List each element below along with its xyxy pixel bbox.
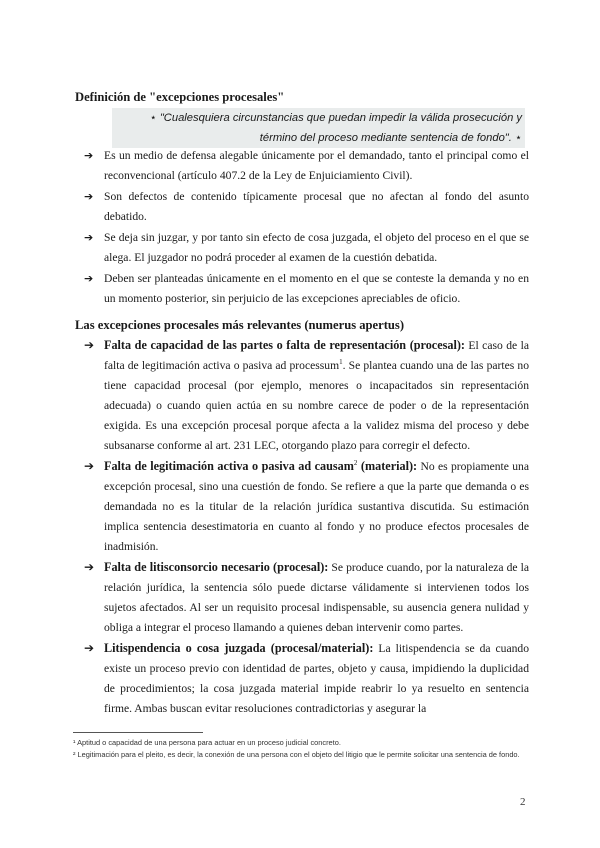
footnote-1: ¹ Aptitud o capacidad de una persona para actuar en un proceso judicial concreto.	[73, 738, 341, 747]
arrow-icon: ➔	[84, 641, 95, 655]
definition-quote: ⋆ "Cualesquiera circunstancias que puedan impedir la válida prosecución y término del proceso mediante sentencia de fondo". ⋆	[112, 108, 525, 148]
arrow-icon: ➔	[84, 149, 94, 162]
footnote-2: ² Legitimación para el pleito, es decir, la conexión de una persona con el objeto del litigio que le permite solicitar una sentencia de fondo.	[73, 750, 520, 759]
footnote-divider	[73, 732, 203, 733]
item-title: Falta de capacidad de las partes o falta de representación (procesal):	[104, 338, 465, 352]
section-heading-relevant-exceptions: Las excepciones procesales más relevantes (numerus apertus)	[75, 318, 405, 332]
footnote-ref[interactable]: 2	[353, 459, 358, 468]
list-item: ➔ Falta de legitimación activa o pasiva ad causam$^2$ (material): No es propiamente una excepción procesal, sino una cuestión de fondo. Se refiere a que la parte que demanda o es demandada no es la titular de la relación jurídica sustantiva discutida. Su estimación implica sentencia desestimatoria en cuanto al fondo y no produce efectos procesales de inadmisión.	[84, 456, 529, 557]
list-item: ➔ Litispendencia o cosa juzgada (procesal/material): La litispendencia se da cuando existe un proceso previo con identidad de partes, objeto y causa, impidiendo la duplicidad de procedimientos; la cosa juzgada material impide reabrir lo ya resuelto en sentencia firme. Ambas buscan evitar resoluciones contradictorias y asegurar la	[84, 638, 529, 719]
arrow-icon: ➔	[84, 190, 94, 203]
list-item: ➔ Es un medio de defensa alegable únicamente por el demandado, tanto el principal como el reconvencional (artículo 407.2 de la Ley de Enjuiciamiento Civil).	[84, 146, 529, 186]
arrow-icon: ➔	[84, 272, 94, 285]
item-title: Falta de litisconsorcio necesario (procesal):	[104, 560, 329, 574]
item-title: Falta de legitimación activa o pasiva ad causam	[104, 459, 354, 473]
definition-bullet-list	[84, 146, 529, 310]
list-item: ➔ Falta de capacidad de las partes o falta de representación (procesal): El caso de la falta de legitimación activa o pasiva ad processum$^1$. Se plantea cuando una de las partes no tiene capacidad procesal (por ejemplo, menores o incapacitados sin representación adecuada) o cuando quien actúa en su nombre carece de poder o de la representación exigida. Es una excepción procesal porque afecta a la validez misma del proceso y debe subsanarse conforme al art. 231 LEC, otorgando plazo para corregir el defecto.	[84, 335, 529, 456]
arrow-icon: ➔	[84, 560, 95, 574]
arrow-icon: ➔	[84, 338, 95, 352]
exceptions-bullet-list	[84, 335, 529, 719]
list-item: ➔ Son defectos de contenido típicamente procesal que no afectan al fondo del asunto debatido.	[84, 187, 529, 227]
list-item: ➔ Deben ser planteadas únicamente en el momento en el que se conteste la demanda y no en un momento posterior, sin perjuicio de las excepciones apreciables de oficio.	[84, 269, 529, 309]
section-heading-definition: Definición de "excepciones procesales"	[75, 90, 285, 104]
list-item: ➔ Se deja sin juzgar, y por tanto sin efecto de cosa juzgada, el objeto del proceso en el que se alega. El juzgador no podrá proceder al examen de la cuestión debatida.	[84, 228, 529, 268]
arrow-icon: ➔	[84, 231, 94, 244]
arrow-icon: ➔	[84, 459, 95, 473]
footnote-ref[interactable]: 1	[339, 358, 343, 367]
page-number: 2	[520, 796, 526, 808]
item-title: Litispendencia o cosa juzgada (procesal/material):	[104, 641, 374, 655]
list-item: ➔ Falta de litisconsorcio necesario (procesal): Se produce cuando, por la naturaleza de la relación jurídica, la sentencia sólo puede dictarse válidamente si intervienen todos los sujetos afectados. Al ser un requisito procesal indispensable, su ausencia genera nulidad y obliga a integrar el proceso llamando a quienes deban intervenir como partes.	[84, 557, 529, 638]
